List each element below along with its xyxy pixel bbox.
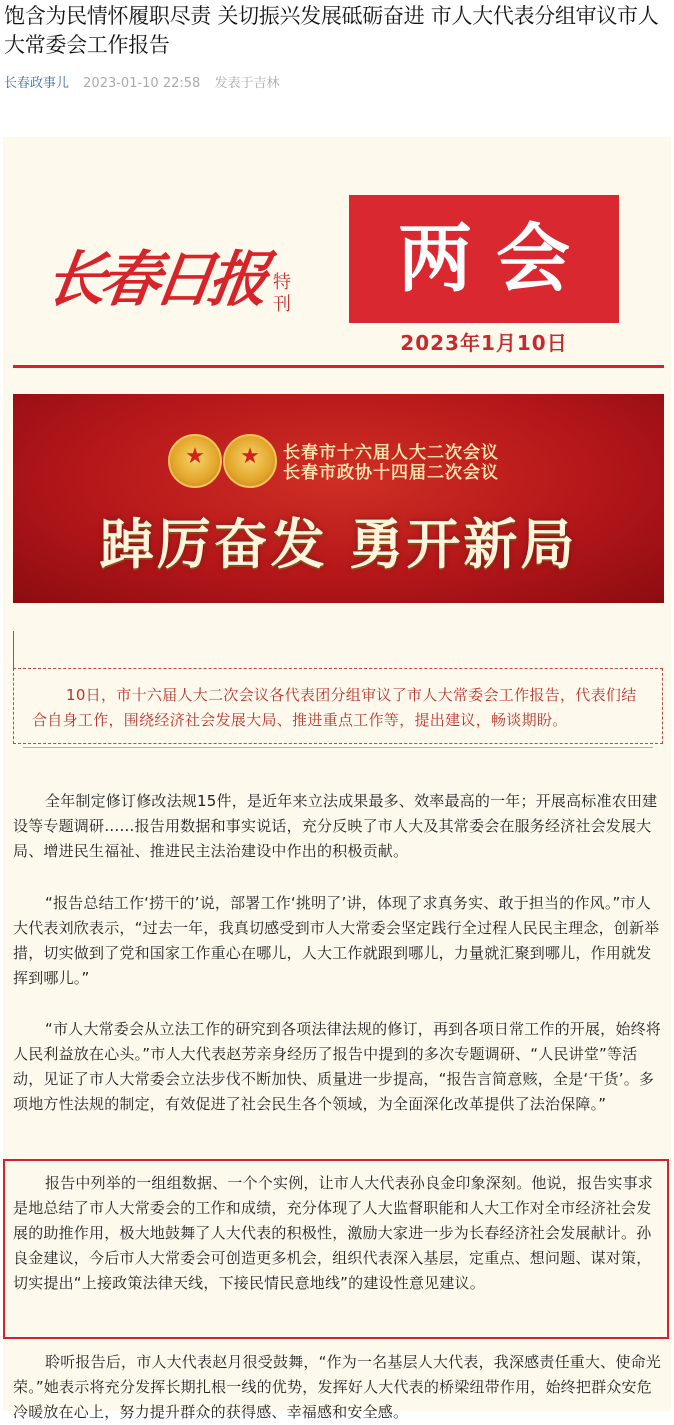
- body-paragraph: 全年制定修订修改法规15件，是近年来立法成果最多、效率最高的一年；开展高标准农田建设等专题调研……报告用数据和事实说话，充分反映了市人大及其常委会在服务经济社会发展大局、增进民生福祉、推进民主法治建设中作出的积极贡献。: [13, 792, 658, 860]
- session-banner: [13, 394, 664, 603]
- body-paragraph: “报告总结工作‘捞干的’说，部署工作‘挑明了’讲，体现了求真务实、敢于担当的作风。”市人大代表刘欣表示，“过去一年，我真切感受到市人大常委会坚定践行全过程人民民主理念，创新举措，切实做到了党和国家工作重心在哪儿，人大工作就跟到哪儿，力量就汇聚到哪儿，作用就发挥到哪儿。”: [13, 894, 660, 987]
- session-line-2: 长春市政协十四届二次会议: [283, 463, 499, 483]
- section-banner: [349, 195, 619, 323]
- masthead-divider: [13, 365, 664, 368]
- article-meta: [0, 72, 674, 92]
- lead-decoration: [13, 631, 14, 669]
- body-paragraph: 聆听报告后，市人大代表赵月很受鼓舞，“作为一名基层人大代表，我深感责任重大、使命光荣。”她表示将充分发挥长期扎根一线的优势，发挥好人大代表的桥梁纽带作用，始终把群众安危冷暖放在心上，努力提升群众的获得感、幸福感和安全感。: [13, 1353, 661, 1421]
- issue-date: 2023年1月10日: [400, 331, 568, 355]
- body-paragraph: “市人大常委会从立法工作的研究到各项法律法规的修订，再到各项日常工作的开展，始终将人民利益放在心头。”市人大代表赵芳亲身经历了报告中提到的多次专题调研、“人民讲堂”等活动，见证了市人大常委会立法步伐不断加快、质量进一步提高，“报告言简意赅，全是‘干货’。多项地方性法规的制定，有效促进了社会民生各个领域，为全面深化改革提供了法治保障。”: [13, 1020, 661, 1113]
- lead-box: [13, 668, 663, 744]
- lead-underline: [23, 747, 653, 748]
- session-line-1: 长春市十六届人大二次会议: [283, 443, 499, 463]
- paper-logo: 长春日报: [41, 245, 268, 315]
- section-title: 两会: [398, 216, 594, 302]
- source-link[interactable]: 长春政事儿: [4, 76, 70, 91]
- national-emblem-icon: ★: [168, 434, 222, 488]
- publish-location: 发表于吉林: [214, 76, 280, 91]
- article-title: 饱含为民情怀履职尽责 关切振兴发展砥砺奋进 市人大代表分组审议市人大常委会工作报告: [4, 4, 659, 57]
- banner-slogan: 踔厉奋发 勇开新局: [99, 513, 578, 576]
- masthead: [3, 137, 671, 363]
- special-edition-seal: 特刊: [273, 272, 291, 315]
- article-body: [3, 137, 671, 1421]
- lead-paragraph: 10日，市十六届人大二次会议各代表团分组审议了市人大常委会工作报告，代表们结合自身工作，围绕经济社会发展大局、推进重点工作等，提出建议，畅谈期盼。: [32, 686, 637, 729]
- cppcc-emblem-icon: ★: [223, 434, 277, 488]
- publish-date: 2023-01-10 22:58: [83, 76, 201, 91]
- body-paragraph: 报告中列举的一组组数据、一个个实例，让市人大代表孙良金印象深刻。他说，报告实事求是地总结了市人大常委会的工作和成绩，充分体现了人大监督职能和人大工作对全市经济社会发展的助推作用，极大地鼓舞了人大代表的积极性，激励大家进一步为长春经济社会发展献计。孙良金建议，今后市人大常委会可创造更多机会，组织代表深入基层，定重点、想问题、谋对策，切实提出“上接政策法律天线，下接民情民意地线”的建设性意见建议。: [13, 1174, 654, 1292]
